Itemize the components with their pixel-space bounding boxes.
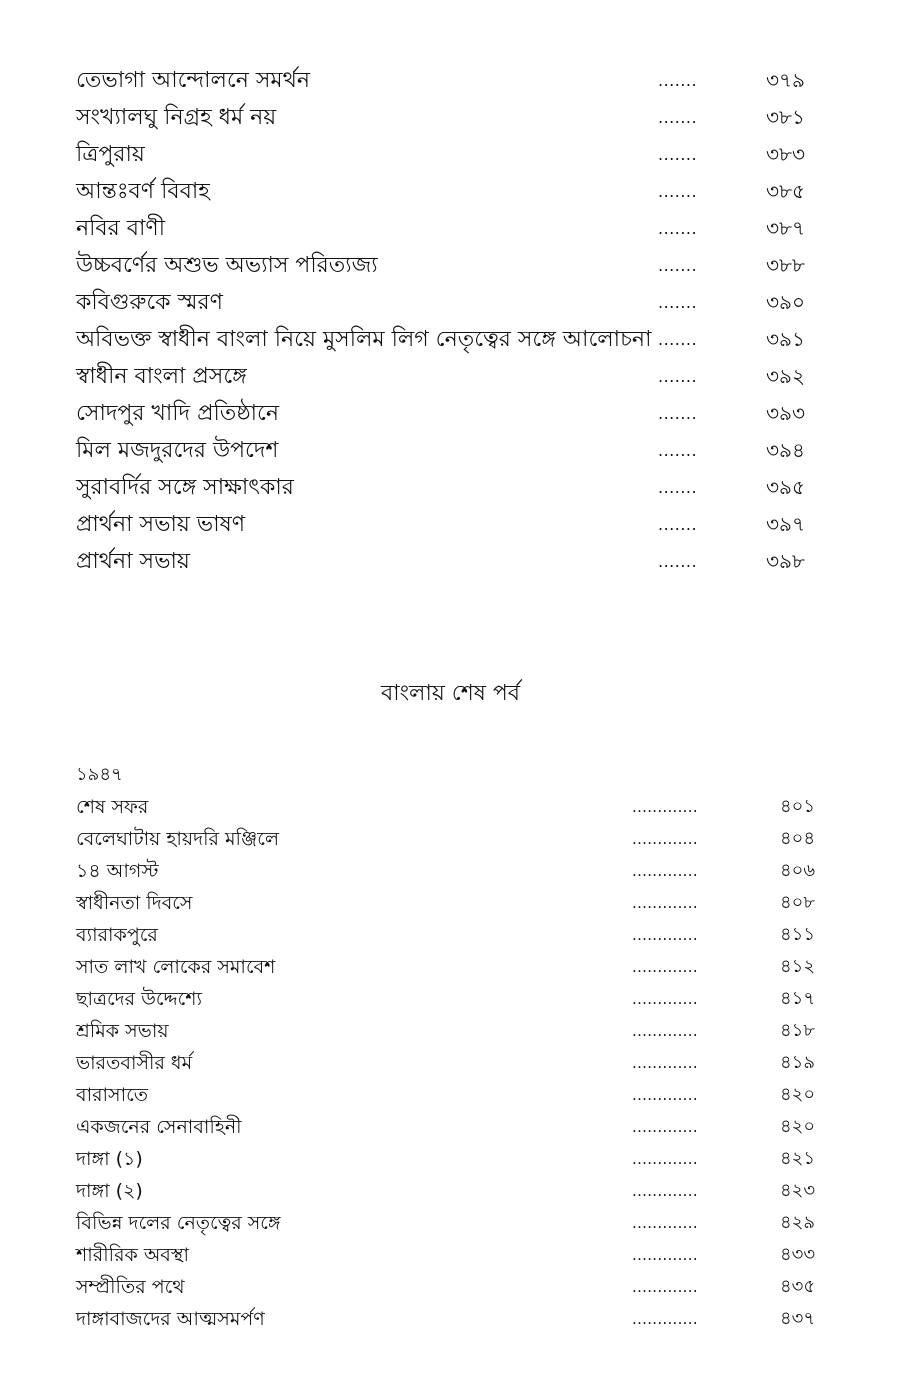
toc-leader-dots: ............. (632, 862, 698, 880)
toc-page-number: ৪১১ (780, 924, 816, 945)
toc-row (76, 358, 836, 395)
toc-row (76, 1143, 836, 1175)
toc-row (76, 823, 836, 855)
toc-page-number: ৪০৪ (780, 828, 816, 849)
toc-entry-title: প্রার্থনা সভায় ভাষণ (76, 512, 246, 537)
toc-page-number: ৪০৮ (780, 892, 816, 913)
toc-entry-title: শারীরিক অবস্থা (76, 1244, 189, 1266)
toc-entry-title: স্বাধীন বাংলা প্রসঙ্গে (76, 364, 247, 389)
toc-page-number: ৪১৭ (780, 988, 816, 1009)
toc-page-number: ৪১৮ (780, 1020, 816, 1041)
toc-leader-dots: ............. (632, 958, 698, 976)
toc-row (76, 1207, 836, 1239)
toc-page-number: ৩৮৮ (766, 253, 805, 277)
toc-page-number: ৩৮৫ (766, 179, 805, 203)
toc-leader-dots: ............. (632, 1150, 698, 1168)
toc-leader-dots: ............. (632, 1278, 698, 1296)
section-heading: বাংলায় শেষ পর্ব (380, 681, 521, 706)
toc-row (76, 1111, 836, 1143)
toc-page-number: ৪১২ (780, 956, 816, 977)
toc-row (76, 983, 836, 1015)
toc-page-number: ৪১৯ (780, 1052, 816, 1073)
toc-leader-dots: ....... (658, 552, 698, 571)
toc-entry-title: তেভাগা আন্দোলনে সমর্থন (76, 68, 311, 93)
toc-row (76, 173, 836, 210)
toc-entry-title: নবির বাণী (76, 216, 165, 241)
toc-leader-dots: ............. (632, 1118, 698, 1136)
toc-entry-title: অবিভক্ত স্বাধীন বাংলা নিয়ে মুসলিম লিগ নেতৃত্বের সঙ্গে আলোচনা (76, 327, 652, 352)
toc-leader-dots: ....... (658, 478, 698, 497)
toc-leader-dots: ....... (658, 404, 698, 423)
toc-page-number: ৩৮১ (766, 105, 805, 129)
toc-row (76, 62, 836, 99)
toc-leader-dots: ............. (632, 1054, 698, 1072)
toc-page-number: ৩৮৩ (766, 142, 805, 166)
toc-leader-dots: ....... (658, 293, 698, 312)
toc-page-number: ৪০৬ (780, 860, 816, 881)
toc-page-number: ৪২৩ (780, 1180, 816, 1201)
toc-row (76, 1047, 836, 1079)
toc-leader-dots: ............. (632, 926, 698, 944)
toc-row (76, 395, 836, 432)
toc-entry-title: সোদপুর খাদি প্রতিষ্ঠানে (76, 401, 280, 426)
toc-page-number: ৪২১ (780, 1148, 816, 1169)
toc-row (76, 247, 836, 284)
toc-leader-dots: ............. (632, 1086, 698, 1104)
toc-entry-title: ছাত্রদের উদ্দেশ্যে (76, 988, 202, 1010)
year-label: ১৯৪৭ (76, 764, 123, 785)
toc-entry-title: সুরাবর্দির সঙ্গে সাক্ষাৎকার (76, 475, 294, 500)
toc-leader-dots: ....... (658, 256, 698, 275)
toc-leader-dots: ............. (632, 1022, 698, 1040)
toc-row (76, 136, 836, 173)
toc-entry-title: সম্প্রীতির পথে (76, 1276, 185, 1298)
toc-leader-dots: ....... (658, 515, 698, 534)
toc-leader-dots: ....... (658, 219, 698, 238)
toc-entry-title: ভারতবাসীর ধর্ম (76, 1052, 193, 1074)
toc-entry-title: ১৪ আগস্ট (76, 860, 159, 882)
toc-row (76, 1079, 836, 1111)
toc-row (76, 791, 836, 823)
toc-row (76, 1015, 836, 1047)
toc-page-number: ৩৯২ (766, 364, 805, 388)
toc-page-number: ৪২৯ (780, 1212, 816, 1233)
toc-leader-dots: ....... (658, 182, 698, 201)
toc-leader-dots: ............. (632, 1310, 698, 1328)
toc-leader-dots: ............. (632, 830, 698, 848)
toc-row (76, 1175, 836, 1207)
toc-row (76, 1271, 836, 1303)
toc-entry-title: বিভিন্ন দলের নেতৃত্বের সঙ্গে (76, 1212, 281, 1234)
toc-entry-title: বারাসাতে (76, 1084, 148, 1106)
toc-entry-title: কবিগুরুকে স্মরণ (76, 290, 223, 315)
toc-entry-title: মিল মজদুরদের উপদেশ (76, 438, 279, 463)
toc-row (76, 951, 836, 983)
toc-section-two (76, 791, 836, 1335)
toc-page-number: ৩৯৭ (766, 512, 805, 536)
toc-row (76, 919, 836, 951)
toc-row (76, 887, 836, 919)
toc-leader-dots: ....... (658, 71, 698, 90)
toc-leader-dots: ............. (632, 1246, 698, 1264)
toc-page-number: ৩৭৯ (766, 68, 805, 92)
toc-entry-title: শেষ সফর (76, 796, 149, 818)
toc-page-number: ৩৯৫ (766, 475, 805, 499)
toc-page-number: ৩৯৪ (766, 438, 805, 462)
toc-row (76, 321, 836, 358)
toc-row (76, 1303, 836, 1335)
toc-page-number: ৪০১ (780, 796, 816, 817)
toc-page-number: ৩৯০ (766, 290, 805, 314)
toc-entry-title: বেলেঘাটায় হায়দরি মঞ্জিলে (76, 828, 280, 850)
toc-entry-title: আন্তঃবর্ণ বিবাহ (76, 179, 210, 204)
toc-leader-dots: ....... (658, 145, 698, 164)
toc-entry-title: ব্যারাকপুরে (76, 924, 158, 946)
toc-leader-dots: ............. (632, 798, 698, 816)
toc-leader-dots: ....... (658, 330, 698, 349)
toc-page-number: ৪৩৭ (780, 1308, 816, 1329)
toc-page-number: ৪২০ (780, 1116, 816, 1137)
toc-leader-dots: ............. (632, 1182, 698, 1200)
toc-row (76, 284, 836, 321)
toc-page-number: ৩৯৮ (766, 549, 805, 573)
toc-entry-title: স্বাধীনতা দিবসে (76, 892, 193, 914)
toc-entry-title: ত্রিপুরায় (76, 142, 145, 167)
toc-entry-title: দাঙ্গা (২) (76, 1180, 143, 1202)
toc-leader-dots: ....... (658, 441, 698, 460)
toc-row (76, 506, 836, 543)
toc-leader-dots: ............. (632, 1214, 698, 1232)
toc-entry-title: শ্রমিক সভায় (76, 1020, 169, 1042)
toc-page-number: ৪২০ (780, 1084, 816, 1105)
toc-row (76, 543, 836, 580)
toc-row (76, 99, 836, 136)
toc-entry-title: একজনের সেনাবাহিনী (76, 1116, 242, 1138)
toc-section-one (76, 62, 836, 580)
toc-leader-dots: ....... (658, 367, 698, 386)
toc-entry-title: দাঙ্গাবাজদের আত্মসমর্পণ (76, 1308, 265, 1330)
toc-entry-title: সাত লাখ লোকের সমাবেশ (76, 956, 276, 978)
toc-entry-title: সংখ্যালঘু নিগ্রহ ধর্ম নয় (76, 105, 277, 130)
toc-leader-dots: ............. (632, 894, 698, 912)
toc-row (76, 432, 836, 469)
toc-entry-title: উচ্চবর্ণের অশুভ অভ্যাস পরিত্যজ্য (76, 253, 378, 278)
toc-page-number: ৪৩৩ (780, 1244, 816, 1265)
toc-row (76, 855, 836, 887)
toc-leader-dots: ............. (632, 990, 698, 1008)
toc-page-number: ৩৯৩ (766, 401, 805, 425)
toc-entry-title: দাঙ্গা (১) (76, 1148, 143, 1170)
toc-row (76, 469, 836, 506)
toc-row (76, 1239, 836, 1271)
toc-page-number: ৩৮৭ (766, 216, 805, 240)
toc-page-number: ৩৯১ (766, 327, 805, 351)
toc-row (76, 210, 836, 247)
toc-page-number: ৪৩৫ (780, 1276, 816, 1297)
toc-entry-title: প্রার্থনা সভায় (76, 549, 190, 574)
toc-leader-dots: ....... (658, 108, 698, 127)
